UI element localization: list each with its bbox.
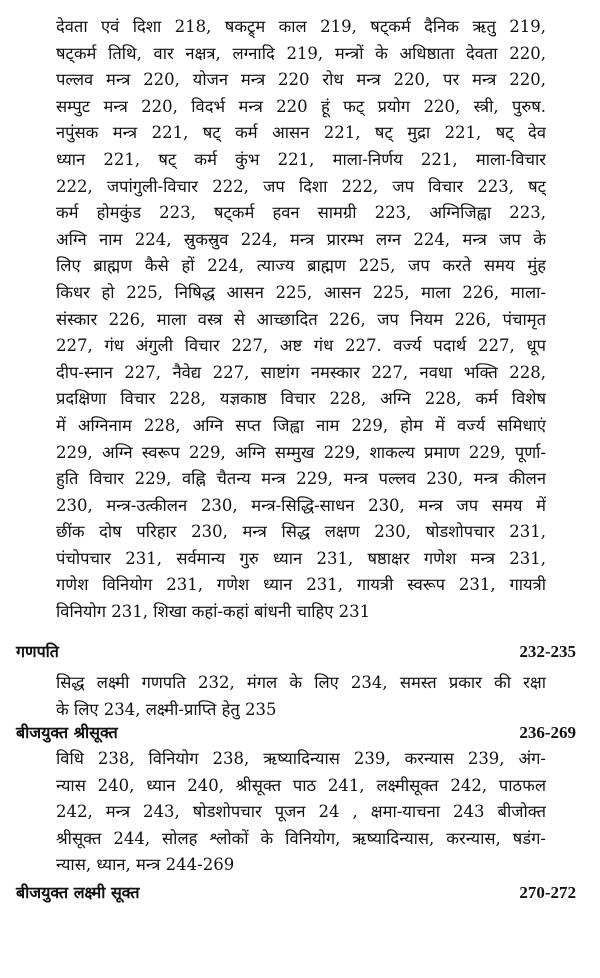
shrisukta-entries-paragraph: [56, 746, 546, 879]
index-line: न्यास 240, ध्यान 240, श्रीसूक्त पाठ 241, लक्ष्मीसूक्त 242, पाठफल: [56, 775, 546, 795]
index-line: षट्कर्म तिथि, वार नक्षत्र, लग्नादि 219, मन्त्रों के अधिष्ठाता देवता 220,: [56, 43, 546, 63]
index-line: गणेश विनियोग 231, गणेश ध्यान 231, गायत्री स्वरूप 231, गायत्री: [56, 575, 546, 595]
index-line: 229, अग्नि स्वरूप 229, अग्नि सम्मुख 229, शाकल्य प्रमाण 229, पूर्णा-: [56, 442, 546, 462]
section-heading-bijayukt-lakshmi-sukta: [16, 880, 576, 906]
index-line: ध्यान 221, षट् कर्म कुंभ 221, माला-निर्णय 221, माला-विचार: [56, 149, 546, 169]
index-line: विधि 238, विनियोग 238, ऋष्यादिन्यास 239, करन्यास 239, अंग-: [56, 749, 546, 768]
index-line: 227, गंध अंगुली विचार 227, अष्ट गंध 227. वर्ज्य पदार्थ 227, धूप: [56, 336, 546, 356]
page-range: 236-269: [519, 723, 576, 742]
index-line: देवता एवं दिशा 218, षकट्र्म काल 219, षट्कर्म दैनिक ऋतु 219,: [56, 17, 546, 36]
index-line: श्रीसूक्त 244, सोलह श्लोकों के विनियोग, ऋष्यादिन्यास, करन्यास, षडंग-: [56, 828, 546, 848]
index-line: कर्म होमकुंड 223, षट्कर्म हवन सामग्री 223, अग्निजिह्वा 223,: [56, 203, 546, 223]
index-line: 230, मन्त्र-उत्कीलन 230, मन्त्र-सिद्धि-साधन 230, मन्त्र जप समय में: [56, 495, 546, 515]
page-range: 270-272: [519, 883, 576, 902]
page-range: 232-235: [519, 642, 576, 661]
index-line: छींक दोष परिहार 230, मन्त्र सिद्ध लक्षण 230, षोडशोपचार 231,: [56, 522, 546, 542]
index-line: 242, मन्त्र 243, षोडशोपचार पूजन 24 , क्षमा-याचना 243 बीजोक्त: [56, 802, 546, 822]
index-line: संस्कार 226, माला वस्त्र से आच्छादित 226, जप नियम 226, पंचामृत: [56, 309, 546, 329]
index-line: अग्नि नाम 224, स्रुकस्रुव 224, मन्त्र प्रारम्भ लग्न 224, मन्त्र जप के: [56, 229, 546, 249]
index-line: के लिए 234, लक्ष्मी-प्राप्ति हेतु 235: [56, 699, 277, 719]
index-line: सिद्ध लक्ष्मी गणपति 232, मंगल के लिए 234, समस्त प्रकार की रक्षा: [56, 673, 546, 692]
index-line: न्यास, ध्यान, मन्त्र 244-269: [56, 855, 235, 875]
section-heading-bijayukt-shrisukta: [16, 720, 576, 746]
index-line: में अग्निनाम 228, अग्नि सप्त जिह्वा नाम 229, होम में वर्ज्य समिधाएं: [56, 415, 546, 435]
section-heading-ganapati: [16, 639, 576, 665]
section-title: गणपति: [16, 642, 59, 661]
index-line: हुति विचार 229, वह्नि चैतन्य मन्त्र 229, मन्त्र पल्लव 230, मन्त्र कीलन: [56, 469, 546, 489]
section-title: बीजयुक्त लक्ष्मी सूक्त: [16, 883, 140, 902]
index-line: नपुंसक मन्त्र 221, षट् कर्म आसन 221, षट् मुद्रा 221, षट् देव: [56, 123, 546, 143]
section-title: बीजयुक्त श्रीसूक्त: [16, 723, 118, 742]
index-line: विनियोग 231, शिखा कहां-कहां बांधनी चाहिए 231: [56, 602, 371, 622]
ganapati-entries-paragraph: [56, 670, 546, 723]
index-line: दीप-स्नान 227, नैवेद्य 227, साष्टांग नमस्कार 227, नवधा भक्ति 228,: [56, 362, 546, 382]
index-line: लिए ब्राह्मण कैसे हों 224, त्याज्य ब्राह्मण 225, जप करते समय मुंह: [56, 256, 546, 276]
continued-entries-paragraph: [56, 14, 546, 626]
index-line: प्रदक्षिणा विचार 228, यज्ञकाष्ठ विचार 228, अग्नि 228, कर्म विशेष: [56, 389, 546, 409]
index-line: सम्पुट मन्त्र 220, विदर्भ मन्त्र 220 हूं फट् प्रयोग 220, स्त्री, पुरुष.: [56, 96, 546, 116]
index-line: पल्लव मन्त्र 220, योजन मन्त्र 220 रोध मन्त्र 220, पर मन्त्र 220,: [56, 70, 546, 90]
index-line: किधर हो 225, निषिद्ध आसन 225, आसन 225, माला 226, माला-: [56, 282, 546, 302]
index-line: 222, जपांगुली-विचार 222, जप दिशा 222, जप विचार 223, षट्: [56, 176, 546, 196]
index-line: पंचोपचार 231, सर्वमान्य गुरु ध्यान 231, षष्ठाक्षर गणेश मन्त्र 231,: [56, 548, 546, 568]
